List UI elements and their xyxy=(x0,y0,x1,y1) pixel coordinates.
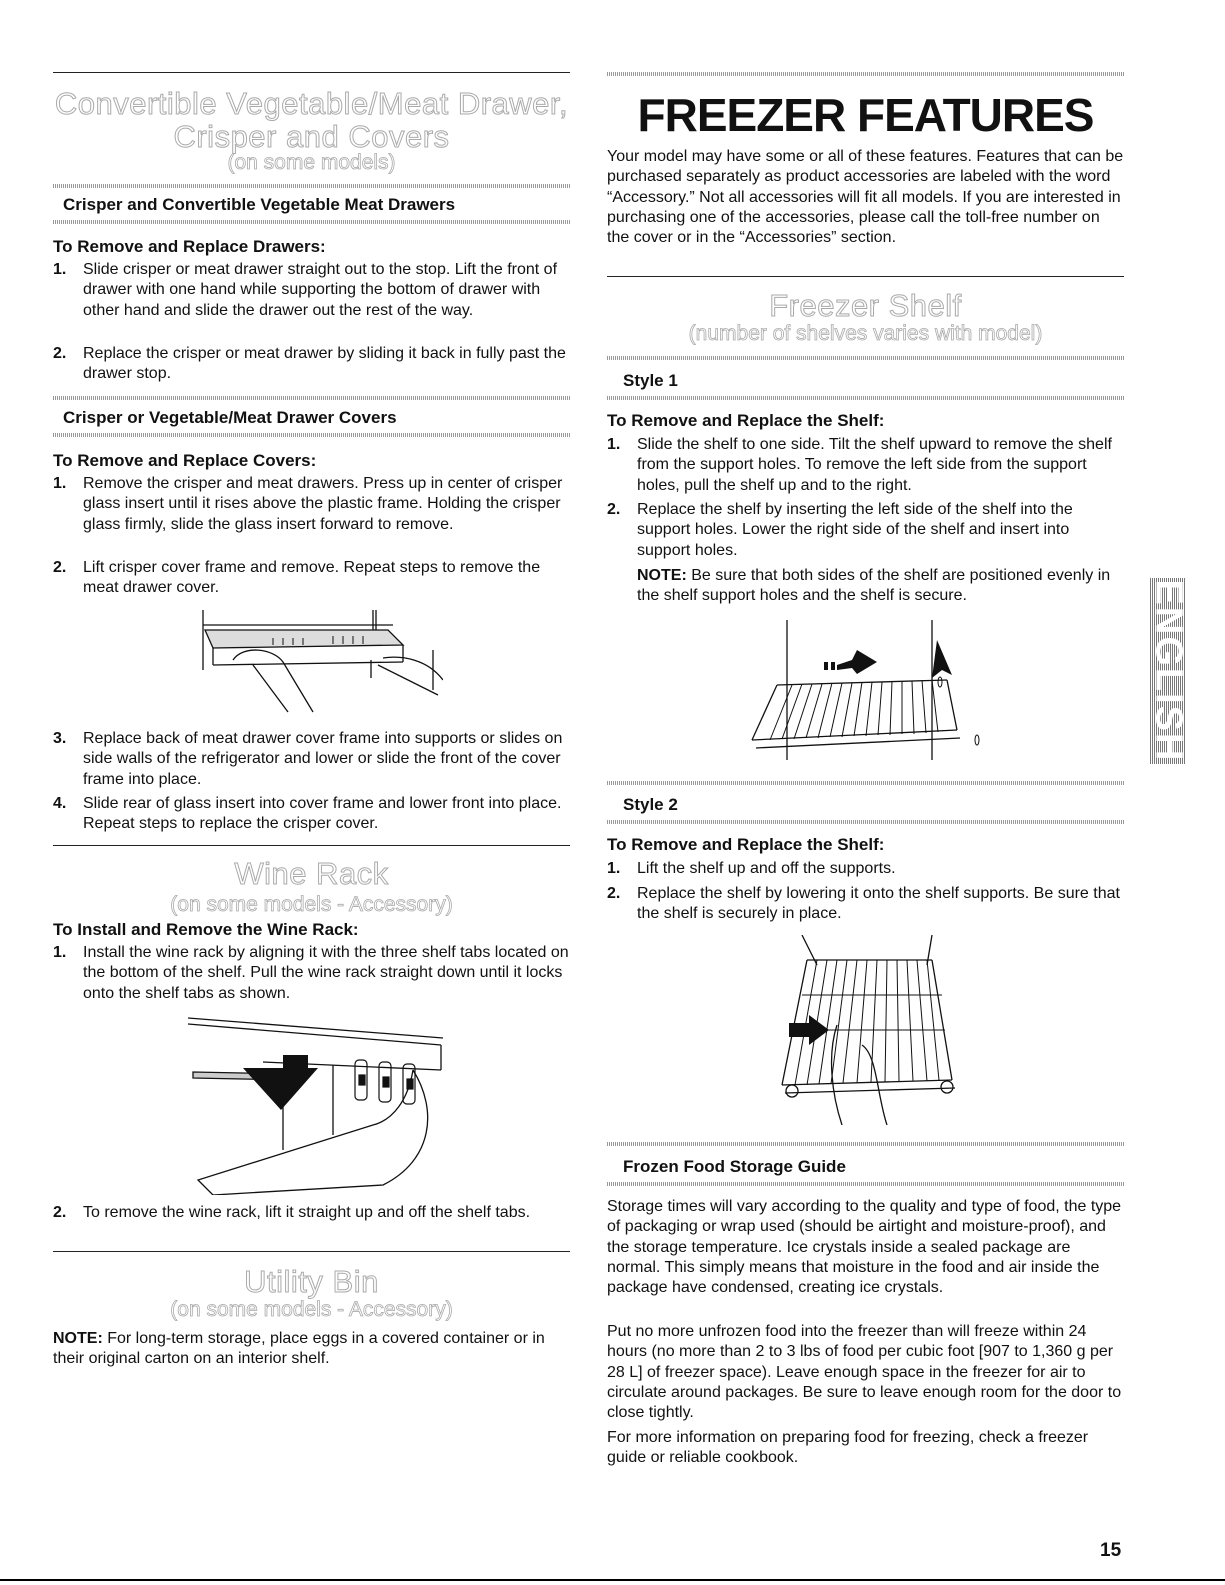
section-title: Crisper and Covers xyxy=(173,119,450,154)
list-item: 1. Slide crisper or meat drawer straight out to the stop. Lift the front of drawer with one hand while supporting the bottom of drawer with other hand and slide the drawer out the rest of the way. xyxy=(53,261,558,319)
list-item: 3. Replace back of meat drawer cover frame into supports or slides on side walls of the refrigerator and lower or slide the front of the cover frame into place. xyxy=(53,730,563,788)
body-paragraph: For more information on preparing food for freezing, check a freezer guide or reliable cookbook. xyxy=(607,1429,1089,1467)
list-item: 2. Lift crisper cover frame and remove. Repeat steps to remove the meat drawer cover. xyxy=(53,559,541,597)
body-paragraph: Storage times will vary according to the quality and type of food, the type of packaging or wrap used (should be airtight and moisture-proof), and the storage temperature. Ice crystals inside a sealed package are normal. This simply means that moisture in the food and air inside the package have condensed, creating ice crystals. xyxy=(607,1198,1122,1297)
procedure-heading: To Remove and Replace Drawers: xyxy=(53,237,326,256)
procedure-heading: To Remove and Replace the Shelf: xyxy=(607,411,885,430)
drawer-cover-illustration xyxy=(193,600,443,715)
page-title: FREEZER FEATURES xyxy=(637,89,1094,141)
procedure-heading: To Install and Remove the Wine Rack: xyxy=(53,920,359,939)
section-subtitle: (number of shelves varies with model) xyxy=(688,322,1043,345)
subhead-rule xyxy=(607,1142,1124,1146)
subheading: Style 1 xyxy=(623,371,678,390)
list-item: 1. Remove the crisper and meat drawers. Press up in center of crisper glass insert until it rises above the plastic frame. Holding the crisper glass firmly, slide the glass insert forward to remove. xyxy=(53,475,563,533)
shelf-style1-illustration xyxy=(742,620,992,760)
list-item: 2. Replace the crisper or meat drawer by sliding it back in fully past the drawer stop. xyxy=(53,345,566,383)
language-side-tab xyxy=(1147,578,1190,764)
title-rule xyxy=(607,72,1124,76)
body-paragraph: Put no more unfrozen food into the freezer than will freeze within 24 hours (no more than 2 to 3 lbs of food per cubic foot [907 to 1,360 g per 28 L] of freezer space). Leave enough space in the freezer for air to circulate around packages. Be sure to leave enough room for the door to close tightly. xyxy=(607,1323,1122,1422)
list-item: 1. Install the wine rack by aligning it with the three shelf tabs located on the bottom of the shelf. Pull the wine rack straight down until it locks onto the shelf tabs as shown. xyxy=(53,944,569,1002)
list-item: 4. Slide rear of glass insert into cover frame and lower front into place. Repeat steps to replace the crisper cover. xyxy=(53,795,562,833)
section-rule xyxy=(53,72,570,73)
list-item: 1. Lift the shelf up and off the supports. xyxy=(607,860,896,877)
section-title: Convertible Vegetable/Meat Drawer, xyxy=(54,86,569,121)
subhead-rule xyxy=(53,184,570,188)
subheading: Crisper or Vegetable/Meat Drawer Covers xyxy=(63,408,397,427)
section-subtitle: (on some models) xyxy=(227,151,396,174)
section-rule xyxy=(607,276,1124,277)
section-rule xyxy=(53,1251,570,1252)
page-number: 15 xyxy=(1100,1540,1122,1561)
list-item: 2. Replace the shelf by lowering it onto the shelf supports. Be sure that the shelf is securely in place. xyxy=(607,885,1120,923)
subheading: Style 2 xyxy=(623,795,678,814)
subhead-rule xyxy=(607,781,1124,785)
subhead-rule xyxy=(607,820,1124,824)
list-item: 2. To remove the wine rack, lift it straight up and off the shelf tabs. xyxy=(53,1204,531,1221)
subhead-rule xyxy=(53,433,570,437)
section-subtitle: (on some models - Accessory) xyxy=(170,893,453,916)
list-item: 1. Slide the shelf to one side. Tilt the shelf upward to remove the shelf from the support holes. To remove the left side from the support holes, pull the shelf up and to the right. xyxy=(607,436,1112,494)
intro-paragraph: Your model may have some or all of these features. Features that can be purchased separately as product accessories are labeled with the word “Accessory.” Not all accessories will fit all models. If you are interested in purchasing one of the accessories, please call the toll-free number on the cover or in the “Accessories” section. xyxy=(607,148,1124,247)
procedure-heading: To Remove and Replace the Shelf: xyxy=(607,835,885,854)
section-subtitle: (on some models - Accessory) xyxy=(170,1298,453,1321)
section-title: Utility Bin xyxy=(244,1264,379,1299)
bottom-border xyxy=(0,1579,1225,1581)
subheading: Crisper and Convertible Vegetable Meat Drawers xyxy=(63,195,456,214)
subhead-rule xyxy=(53,396,570,400)
section-title: Wine Rack xyxy=(234,856,389,891)
note-paragraph: NOTE: Be sure that both sides of the shelf are positioned evenly in the shelf support holes and the shelf is secure. xyxy=(637,567,1111,605)
section-title: Freezer Shelf xyxy=(769,288,962,323)
subhead-rule xyxy=(607,356,1124,360)
shelf-style2-illustration xyxy=(767,935,967,1125)
procedure-heading: To Remove and Replace Covers: xyxy=(53,451,317,470)
subhead-rule xyxy=(607,396,1124,400)
side-tab-label: ENGLISH xyxy=(1147,579,1190,763)
note-paragraph: NOTE: For long-term storage, place eggs in a covered container or in their original carton on an interior shelf. xyxy=(53,1330,545,1368)
subheading: Frozen Food Storage Guide xyxy=(623,1157,846,1176)
list-item: 2. Replace the shelf by inserting the left side of the shelf into the support holes. Lower the right side of the shelf and insert into support holes. xyxy=(607,501,1073,559)
subhead-rule xyxy=(607,1182,1124,1186)
section-rule xyxy=(53,845,570,846)
wine-rack-illustration xyxy=(183,1010,453,1195)
subhead-rule xyxy=(53,220,570,224)
